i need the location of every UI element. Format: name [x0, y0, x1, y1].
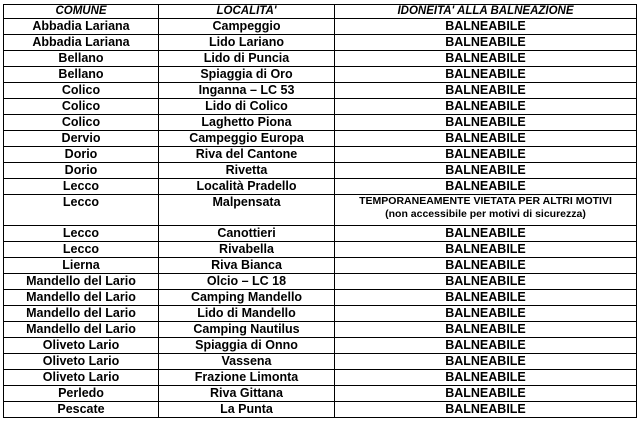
table-row [4, 306, 637, 322]
table-row [4, 226, 637, 242]
cell-comune: Bellano [4, 51, 159, 67]
table-row [4, 402, 637, 418]
cell-idoneita: BALNEABILE [335, 51, 637, 67]
cell-localita: Camping Mandello [159, 290, 335, 306]
cell-localita: Lido di Puncia [159, 51, 335, 67]
header-comune: COMUNE [4, 5, 159, 19]
cell-localita: Rivabella [159, 242, 335, 258]
table-row [4, 163, 637, 179]
cell-idoneita: BALNEABILE [335, 131, 637, 147]
bathing-suitability-table-container [3, 4, 636, 418]
header-idoneita: IDONEITA' ALLA BALNEAZIONE [335, 5, 637, 19]
cell-idoneita: BALNEABILE [335, 338, 637, 354]
cell-localita: Riva Bianca [159, 258, 335, 274]
cell-comune: Mandello del Lario [4, 274, 159, 290]
table-row [4, 322, 637, 338]
table-row [4, 338, 637, 354]
cell-idoneita: BALNEABILE [335, 386, 637, 402]
table-row [4, 83, 637, 99]
idoneita-status: TEMPORANEAMENTE VIETATA PER ALTRI MOTIVI [359, 195, 612, 207]
cell-idoneita: BALNEABILE [335, 258, 637, 274]
table-row [4, 242, 637, 258]
cell-localita: Campeggio Europa [159, 131, 335, 147]
table-row [4, 35, 637, 51]
cell-comune: Lecco [4, 242, 159, 258]
cell-idoneita: BALNEABILE [335, 67, 637, 83]
cell-comune: Mandello del Lario [4, 322, 159, 338]
cell-idoneita: BALNEABILE [335, 147, 637, 163]
table-row [4, 131, 637, 147]
table-row [4, 179, 637, 195]
header-row [4, 5, 637, 19]
table-row [4, 115, 637, 131]
cell-idoneita: BALNEABILE [335, 322, 637, 338]
cell-localita: Laghetto Piona [159, 115, 335, 131]
cell-localita: Località Pradello [159, 179, 335, 195]
cell-idoneita: BALNEABILE [335, 226, 637, 242]
cell-idoneita [335, 195, 637, 226]
cell-idoneita: BALNEABILE [335, 354, 637, 370]
cell-idoneita: BALNEABILE [335, 306, 637, 322]
cell-localita: Riva Gittana [159, 386, 335, 402]
cell-localita: Lido di Mandello [159, 306, 335, 322]
cell-idoneita: BALNEABILE [335, 83, 637, 99]
cell-localita: Lido Lariano [159, 35, 335, 51]
table-row [4, 19, 637, 35]
cell-localita: La Punta [159, 402, 335, 418]
table-row [4, 274, 637, 290]
cell-localita: Vassena [159, 354, 335, 370]
table-row [4, 51, 637, 67]
cell-localita: Lido di Colico [159, 99, 335, 115]
cell-idoneita: BALNEABILE [335, 370, 637, 386]
cell-localita: Inganna – LC 53 [159, 83, 335, 99]
cell-idoneita: BALNEABILE [335, 290, 637, 306]
table-row [4, 370, 637, 386]
cell-localita: Frazione Limonta [159, 370, 335, 386]
cell-localita: Spiaggia di Oro [159, 67, 335, 83]
table-row [4, 386, 637, 402]
cell-comune: Abbadia Lariana [4, 19, 159, 35]
cell-comune: Abbadia Lariana [4, 35, 159, 51]
table-row [4, 354, 637, 370]
cell-idoneita: BALNEABILE [335, 242, 637, 258]
cell-comune: Perledo [4, 386, 159, 402]
cell-idoneita: BALNEABILE [335, 163, 637, 179]
table-body [4, 19, 637, 418]
cell-comune: Bellano [4, 67, 159, 83]
table-row [4, 147, 637, 163]
cell-comune: Mandello del Lario [4, 306, 159, 322]
cell-comune: Colico [4, 83, 159, 99]
table-row [4, 290, 637, 306]
cell-comune: Oliveto Lario [4, 338, 159, 354]
cell-idoneita: BALNEABILE [335, 35, 637, 51]
cell-localita: Camping Nautilus [159, 322, 335, 338]
cell-comune: Oliveto Lario [4, 370, 159, 386]
cell-localita: Malpensata [159, 195, 335, 226]
idoneita-note: (non accessibile per motivi di sicurezza) [385, 208, 586, 220]
cell-comune: Mandello del Lario [4, 290, 159, 306]
cell-comune: Lecco [4, 179, 159, 195]
header-localita: LOCALITA' [159, 5, 335, 19]
cell-localita: Spiaggia di Onno [159, 338, 335, 354]
cell-idoneita: BALNEABILE [335, 274, 637, 290]
cell-idoneita: BALNEABILE [335, 99, 637, 115]
bathing-suitability-table [3, 4, 637, 418]
cell-comune: Oliveto Lario [4, 354, 159, 370]
cell-localita: Olcio – LC 18 [159, 274, 335, 290]
cell-idoneita: BALNEABILE [335, 19, 637, 35]
table-row [4, 195, 637, 226]
cell-comune: Colico [4, 115, 159, 131]
cell-comune: Dervio [4, 131, 159, 147]
cell-idoneita: BALNEABILE [335, 115, 637, 131]
cell-comune: Colico [4, 99, 159, 115]
table-row [4, 99, 637, 115]
cell-idoneita: BALNEABILE [335, 179, 637, 195]
cell-localita: Canottieri [159, 226, 335, 242]
cell-localita: Campeggio [159, 19, 335, 35]
cell-localita: Rivetta [159, 163, 335, 179]
cell-idoneita: BALNEABILE [335, 402, 637, 418]
cell-comune: Lecco [4, 226, 159, 242]
cell-comune: Lecco [4, 195, 159, 226]
table-row [4, 258, 637, 274]
cell-comune: Pescate [4, 402, 159, 418]
cell-comune: Dorio [4, 163, 159, 179]
cell-comune: Lierna [4, 258, 159, 274]
table-row [4, 67, 637, 83]
cell-localita: Riva del Cantone [159, 147, 335, 163]
cell-comune: Dorio [4, 147, 159, 163]
